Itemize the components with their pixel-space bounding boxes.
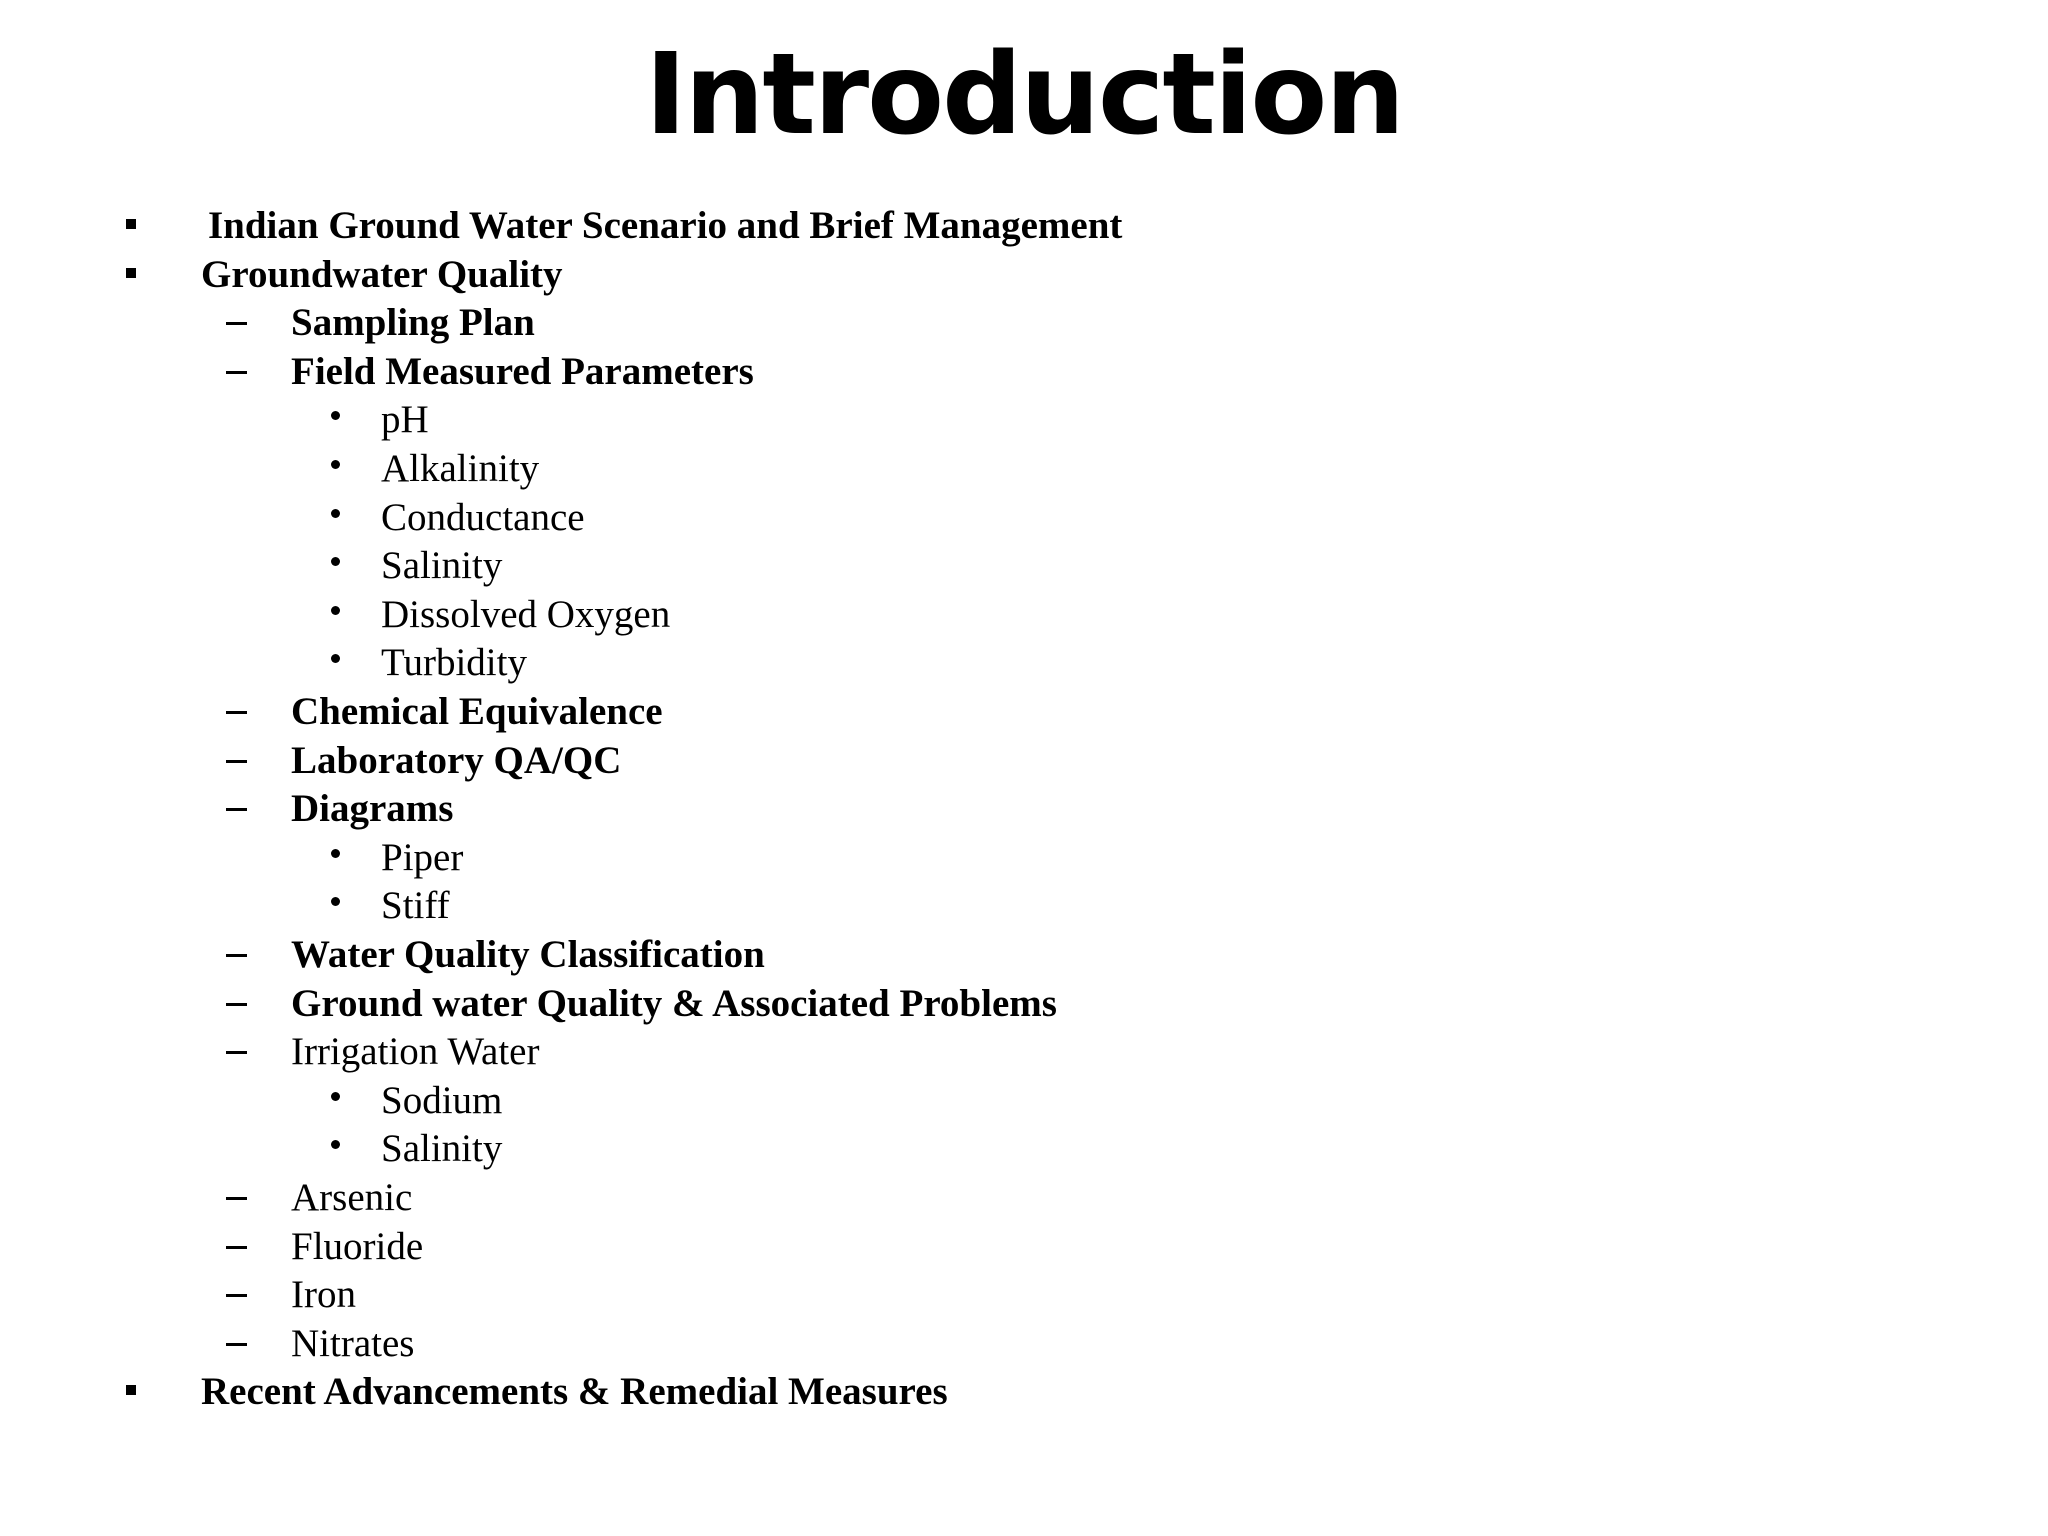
outline-item-level-2 [0,931,2048,979]
outline-item-text: Indian Ground Water Scenario and Brief Management [208,204,1123,247]
outline-item-text: Chemical Equivalence [291,690,663,733]
square-bullet-icon [126,1368,138,1416]
outline-item-level-2 [0,1223,2048,1271]
outline-item-text: Diagrams [291,787,454,830]
round-bullet-icon [331,396,341,444]
outline-item-text: Stiff [381,884,450,927]
outline-item-level-2 [0,1028,2048,1076]
outline-item-text: Groundwater Quality [201,253,563,296]
outline-item-text: Arsenic [291,1176,413,1219]
outline-item-text: Water Quality Classification [291,933,765,976]
outline-item-level-2 [0,348,2048,396]
outline-item-level-3 [0,396,2048,444]
outline-item-text: Ground water Quality & Associated Problems [291,982,1057,1025]
round-bullet-icon [331,591,341,639]
dash-bullet-icon [226,1223,248,1271]
square-bullet-icon [126,251,138,299]
outline-item-level-2 [0,299,2048,347]
outline-item-text: Salinity [381,544,503,587]
outline-item-level-1 [0,251,2048,299]
outline-item-level-3 [0,494,2048,542]
outline-item-level-3 [0,591,2048,639]
dash-bullet-icon [226,299,248,347]
outline-item-text: Recent Advancements & Remedial Measures [201,1370,948,1413]
round-bullet-icon [331,1077,341,1125]
outline-item-text: Salinity [381,1127,503,1170]
dash-bullet-icon [226,737,248,785]
dash-bullet-icon [226,1028,248,1076]
outline-item-level-3 [0,542,2048,590]
outline-item-level-2 [0,1320,2048,1368]
outline-item-text: Sodium [381,1079,503,1122]
outline-item-level-3 [0,1125,2048,1173]
outline-item-text: Dissolved Oxygen [381,593,671,636]
outline-item-level-3 [0,834,2048,882]
outline-item-text: Sampling Plan [291,301,535,344]
round-bullet-icon [331,494,341,542]
outline-item-level-1 [0,202,2048,250]
dash-bullet-icon [226,1271,248,1319]
dash-bullet-icon [226,348,248,396]
outline-item-level-2 [0,1174,2048,1222]
round-bullet-icon [331,445,341,493]
outline-item-level-2 [0,737,2048,785]
outline-item-text: Piper [381,836,464,879]
outline-item-level-2 [0,980,2048,1028]
outline-item-level-1 [0,1368,2048,1416]
outline-item-text: Laboratory QA/QC [291,739,622,782]
round-bullet-icon [331,542,341,590]
outline-item-text: Field Measured Parameters [291,350,754,393]
round-bullet-icon [331,1125,341,1173]
outline-item-level-2 [0,785,2048,833]
dash-bullet-icon [226,785,248,833]
outline-item-text: Conductance [381,496,585,539]
outline-item-level-3 [0,639,2048,687]
outline-item-text: Alkalinity [381,447,540,490]
round-bullet-icon [331,834,341,882]
dash-bullet-icon [226,688,248,736]
outline-item-text: Fluoride [291,1225,424,1268]
square-bullet-icon [126,202,138,250]
outline-item-level-3 [0,882,2048,930]
outline-item-level-2 [0,1271,2048,1319]
dash-bullet-icon [226,980,248,1028]
outline-item-text: pH [381,398,429,441]
outline-item-text: Iron [291,1273,356,1316]
outline-item-text: Irrigation Water [291,1030,540,1073]
outline-item-level-3 [0,445,2048,493]
dash-bullet-icon [226,1320,248,1368]
outline-item-level-3 [0,1077,2048,1125]
outline-item-level-2 [0,688,2048,736]
round-bullet-icon [331,882,341,930]
dash-bullet-icon [226,1174,248,1222]
dash-bullet-icon [226,931,248,979]
round-bullet-icon [331,639,341,687]
outline-item-text: Nitrates [291,1322,415,1365]
slide-title: Introduction [644,30,1404,160]
outline-item-text: Turbidity [381,641,527,684]
